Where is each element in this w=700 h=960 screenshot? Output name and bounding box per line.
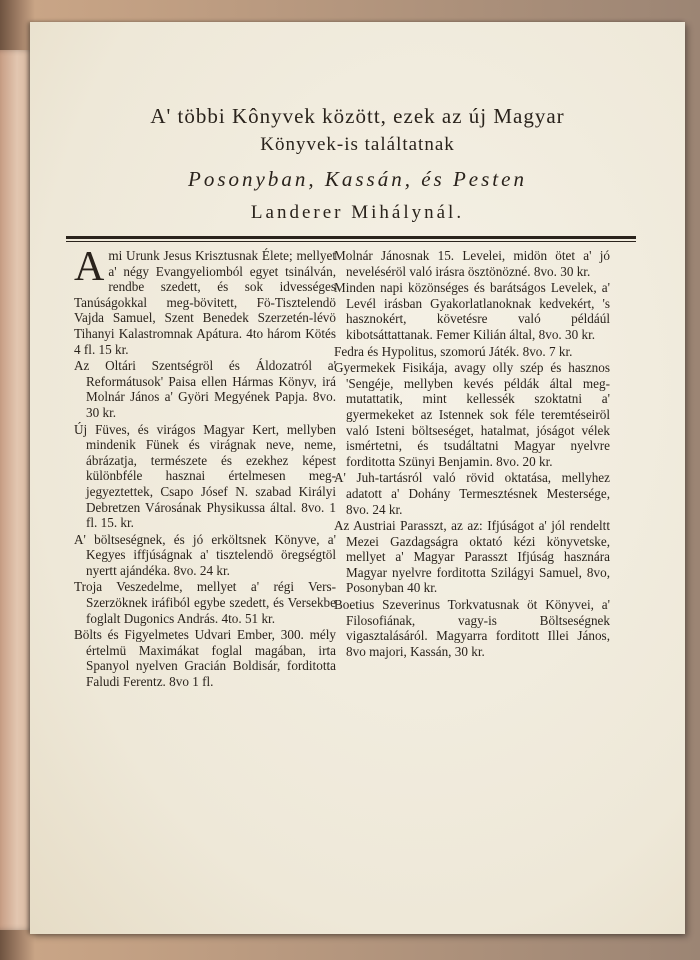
left-column [74,244,336,691]
list-item: Molnár Jánosnak 15. Levelei, midön ötet a' jó neveléséröl való irásra ösztönözné. 8vo. 30 kr. [334,248,610,279]
list-item [74,244,336,357]
list-item: A' böltseségnek, és jó erköltsnek Könyve, a' Kegyes iffjúságnak a' tisztelendö öregségtöl nyertt ajándéka. 8vo. 24 kr. [74,531,336,578]
list-item: Új Füves, és virágos Magyar Kert, mellyben mindenik Fünek és virágnak neve, neme, ábrázatja, természete és ezekhez képest különbféle hasznai értelmesen meg-jegyeztettek, Csapo Jósef N. szabad Királyi Debretzen Városának Physikussa által. 8vo. 1 fl. 15. kr. [74,421,336,531]
list-item: Az Oltári Szentségröl és Áldozatról a' Reformátusok' Paisa ellen Hármas Könyv, irá Molnár János a' Györi Megyének Papja. 8vo. 30 kr. [74,358,336,420]
drop-cap: A [74,244,105,290]
list-item: Troja Veszedelme, mellyet a' régi Vers-Szerzöknek iráfiból egybe szedett, és Versekbe foglalt Dugonics András. 4to. 51 kr. [74,579,336,626]
list-item: Boetius Szeverinus Torkvatusnak öt Könyvei, a' Filosofiának, vagy-is Böltseségnek vigasztalásáról. Magyarra forditott Illei János, 8vo majori, Kassán, 30 kr. [334,597,610,659]
entry-text: mi Urunk Jesus Krisztusnak Élete; mellyet a' négy Evangyeliomból egyet tsinálván, rendbe szedett, és sok idvességes Tanúságokkal meg-bövitett, Fö-Tisztelendö Vajda Samuel, Szent Benedek Szerzetén-lévö Tihanyi Kalastromnak Apátura. 4to három Kötés 4 fl. 15 kr. [74,248,336,357]
header-line-3: Posonyban, Kassán, és Pesten [188,167,527,191]
list-item: Gyermekek Fisikája, avagy olly szép és hasznos 'Sengéje, mellyben kevés példák által meg-mutattatik, mint kellessék szoktatni a' gyermekeket az Istennek sok féle teremtéseiröl való Isteni böltseséget, hatalmat, jóságot vélek ismértetni, és tsudáltatni Magyar nyelvre forditotta Szünyi Benjamin. 8vo. 20 kr. [334,360,610,469]
list-item: Bölts és Figyelmetes Udvari Ember, 300. mély értelmü Maximákat foglal magában, irta Spanyol nyelven Gracián Boldisár, forditotta Faludi Ferentz. 8vo 1 fl. [74,627,336,690]
header-line-2: Könyvek-is találtatnak [260,134,455,155]
list-item: Az Austriai Parasszt, az az: Ifjúságot a' jól rendeltt Mezei Gazdagságra oktató kézi könyvetske, mellyet a' Magyar Parasszt Ifjúság hasznára Magyar nyelvre forditotta Szilágyi Samuel, 8vo, Posonyban 40 kr. [334,518,610,596]
list-item: Minden napi közönséges és barátságos Levelek, a' Levél irásban Gyakorlatlanoknak kedvekért, 's hasznokért, követésre való példáúl kibotsáttattanak. Femer Kilián által, 8vo. 30 kr. [334,280,610,342]
list-item: A' Juh-tartásról való rövid oktatása, mellyhez adatott a' Dohány Termesztésnek Mestersége, 8vo. 24 kr. [334,470,610,517]
right-column [334,248,610,660]
left-page-edge [0,50,34,930]
header-rule [66,236,636,239]
book-page [30,22,685,934]
list-item: Fedra és Hypolitus, szomorú Játék. 8vo. 7 kr. [334,343,573,359]
header-line-1: A' többi Kônyvek között, ezek az új Magyar [150,104,565,128]
header-rule-thin [66,241,636,242]
header-line-4: Landerer Mihálynál. [250,202,465,223]
